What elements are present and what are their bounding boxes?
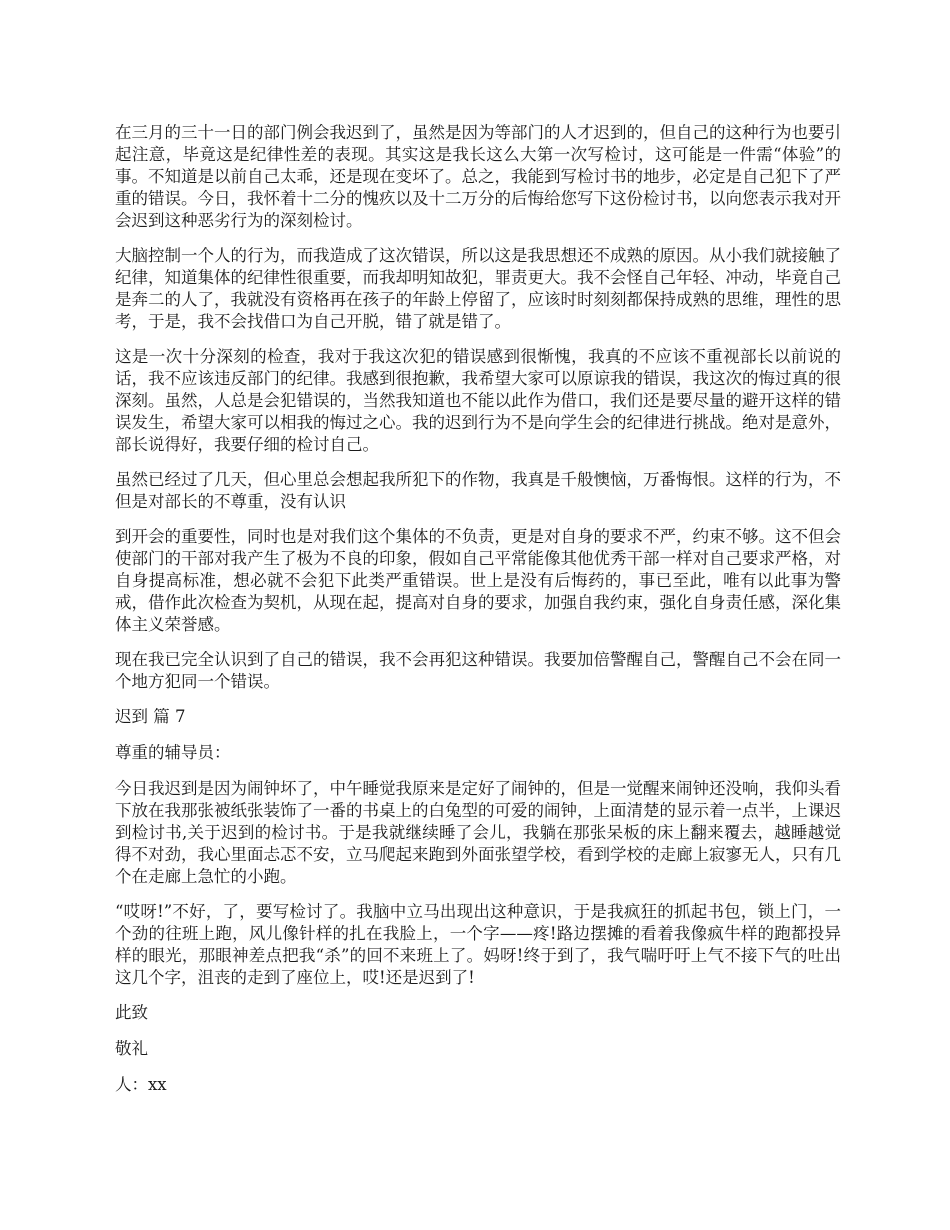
closing-1: 此致	[115, 1003, 148, 1022]
paragraph-8: “哎呀!”不好，了，要写检讨了。我脑中立马出现出这种意识，于是我疯狂的抓起书包，锁上门，一个劲的往班上跑，风儿像针样的扎在我脸上，一个字——疼!路边摆摊的看着我像疯牛样的跑都投异样的眼光，那眼神差点把我“杀”的回不来班上了。妈呀!终于到了，我气喘吁吁上气不接下气的吐出这几个字，沮丧的走到了座位上，哎!还是迟到了!	[115, 902, 841, 987]
signature: 人：xx	[115, 1075, 167, 1094]
paragraph-4: 虽然已经过了几天，但心里总会想起我所犯下的作物，我真是千般懊恼，万番悔恨。这样的行为，不但是对部长的不尊重，没有认识	[115, 470, 841, 511]
salutation: 尊重的辅导员：	[115, 743, 231, 762]
closing-2: 敬礼	[115, 1039, 148, 1058]
paragraph-2: 大脑控制一个人的行为，而我造成了这次错误，所以这是我思想还不成熟的原因。从小我们就接触了纪律，知道集体的纪律性很重要，而我却明知故犯，罪责更大。我不会怪自己年轻、冲动，毕竟自己是奔二的人了，我就没有资格再在孩子的年龄上停留了，应该时时刻刻都保持成熟的思维，理性的思考，于是，我不会找借口为自己开脱，错了就是错了。	[115, 246, 841, 331]
section-heading: 迟到 篇 7	[115, 707, 186, 726]
document-body	[115, 122, 841, 1110]
paragraph-7: 今日我迟到是因为闹钟坏了，中午睡觉我原来是定好了闹钟的，但是一觉醒来闹钟还没响，我仰头看下放在我那张被纸张装饰了一番的书桌上的白兔型的可爱的闹钟，上面清楚的显示着一点半，上课迟到检讨书,关于迟到的检讨书。于是我就继续睡了会儿，我躺在那张呆板的床上翻来覆去，越睡越觉得不对劲，我心里面忐忑不安，立马爬起来跑到外面张望学校，看到学校的走廊上寂寥无人，只有几个在走廊上急忙的小跑。	[115, 779, 841, 886]
paragraph-5: 到开会的重要性，同时也是对我们这个集体的不负责，更是对自身的要求不严，约束不够。这不但会使部门的干部对我产生了极为不良的印象，假如自己平常能像其他优秀干部一样对自己要求严格，对自身提高标准，想必就不会犯下此类严重错误。世上是没有后悔药的，事已至此，唯有以此事为警戒，借作此次检查为契机，从现在起，提高对自身的要求，加强自我约束，强化自身责任感，深化集体主义荣誉感。	[115, 527, 841, 634]
paragraph-3: 这是一次十分深刻的检查，我对于我这次犯的错误感到很惭愧，我真的不应该不重视部长以前说的话，我不应该违反部门的纪律。我感到很抱歉，我希望大家可以原谅我的错误，我这次的悔过真的很深刻。虽然，人总是会犯错误的，当然我知道也不能以此作为借口，我们还是要尽量的避开这样的错误发生，希望大家可以相我的悔过之心。我的迟到行为不是向学生会的纪律进行挑战。绝对是意外，部长说得好，我要仔细的检讨自己。	[115, 347, 841, 454]
paragraph-1: 在三月的三十一日的部门例会我迟到了，虽然是因为等部门的人才迟到的，但自己的这种行为也要引起注意，毕竟这是纪律性差的表现。其实这是我长这么大第一次写检讨，这可能是一件需“体验”的事。不知道是以前自己太乖，还是现在变坏了。总之，我能到写检讨书的地步，必定是自己犯下了严重的错误。今日，我怀着十二分的愧疚以及十二万分的后悔给您写下这份检讨书，以向您表示我对开会迟到这种恶劣行为的深刻检讨。	[115, 123, 841, 230]
paragraph-6: 现在我已完全认识到了自己的错误，我不会再犯这种错误。我要加倍警醒自己，警醒自己不会在同一个地方犯同一个错误。	[115, 650, 841, 691]
